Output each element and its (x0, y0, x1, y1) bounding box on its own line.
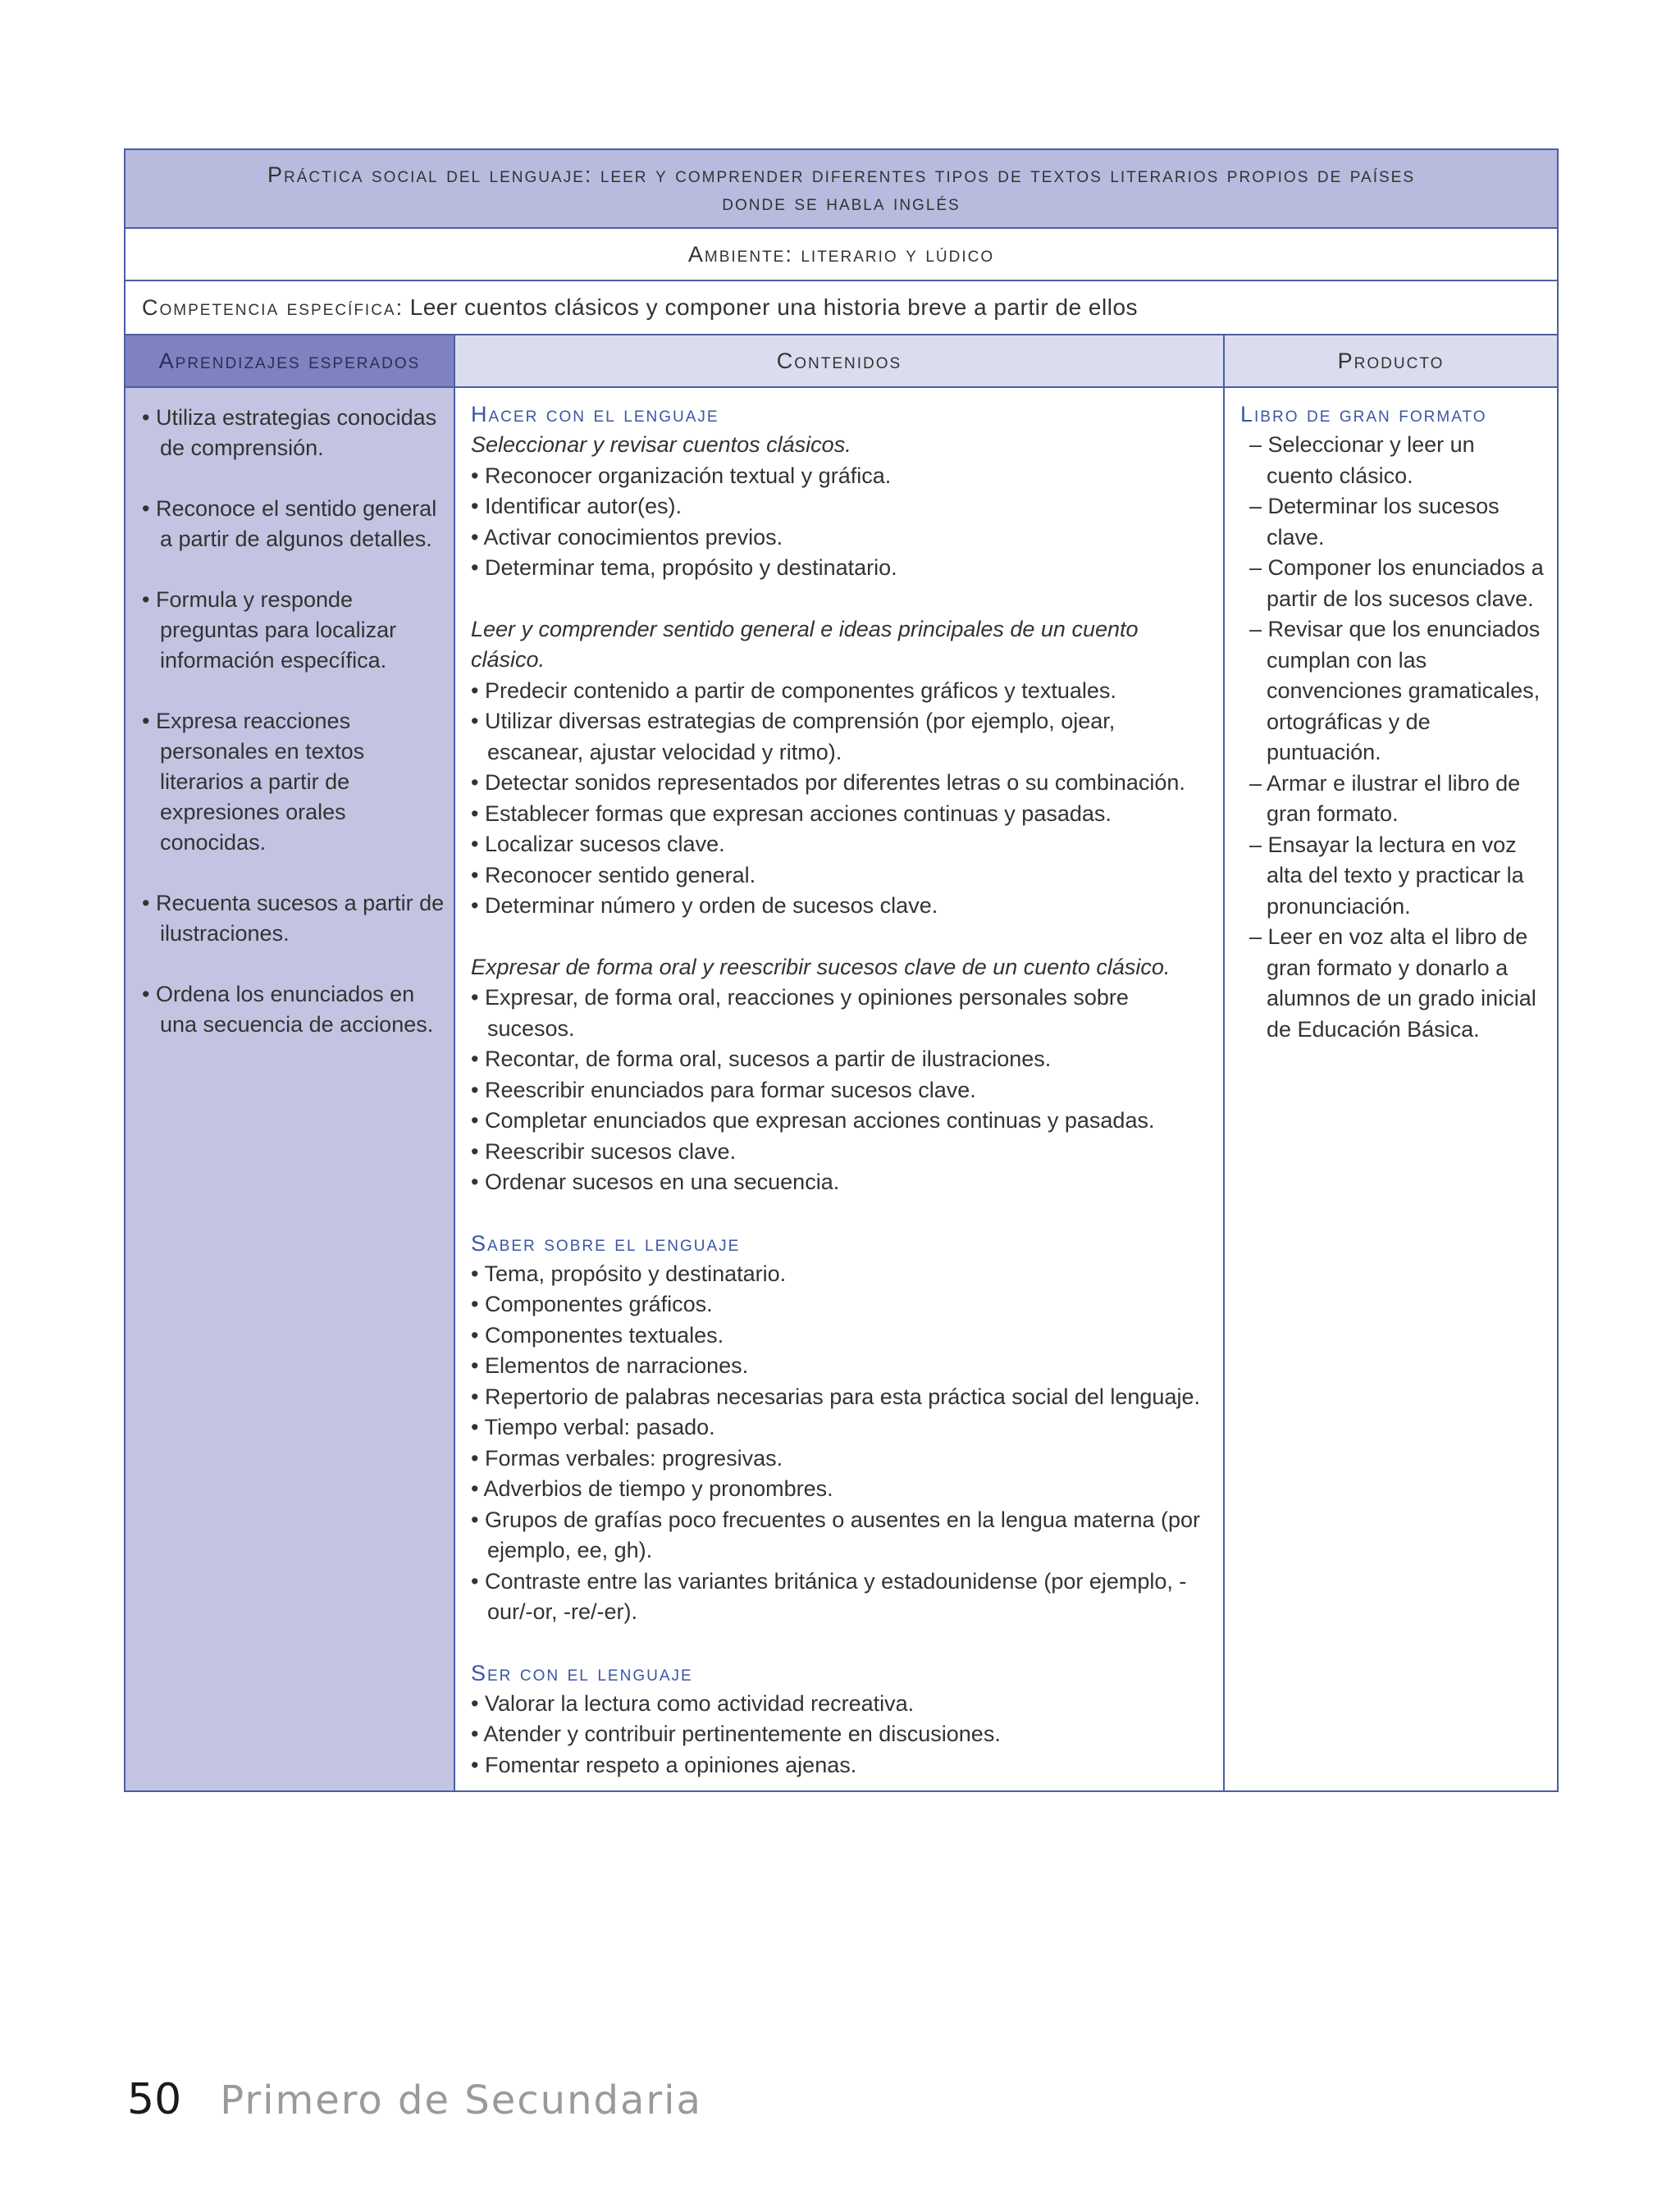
contenido-item: • Determinar tema, propósito y destinatario. (471, 555, 897, 580)
producto-list (1240, 430, 1545, 1045)
contenido-item: • Reconocer organización textual y gráfica. (471, 463, 892, 488)
competencia-row (125, 280, 1558, 335)
contenidos-cell (454, 387, 1224, 1791)
saber-title: Saber sobre el lenguaje (471, 1230, 741, 1256)
producto-item: – Leer en voz alta el libro de gran formato y donarlo a alumnos de un grado inicial de Educación Básica. (1249, 924, 1536, 1042)
contenido-item: • Recontar, de forma oral, sucesos a partir de ilustraciones. (471, 1047, 1052, 1071)
column-header-producto: Producto (1224, 335, 1558, 387)
saber-item: • Grupos de grafías poco frecuentes o ausentes en la lengua materna (por ejemplo, ee, gh). (471, 1507, 1200, 1562)
aprendizaje-item: • Utiliza estrategias conocidas de comprensión. (142, 405, 437, 460)
saber-item: • Elementos de narraciones. (471, 1353, 749, 1378)
contenido-item: • Utilizar diversas estrategias de comprensión (por ejemplo, ojear, escanear, ajustar velocidad y ritmo). (471, 709, 1116, 764)
contenido-item: • Detectar sonidos representados por diferentes letras o su combinación. (471, 770, 1185, 795)
aprendizaje-item: • Ordena los enunciados en una secuencia de acciones. (142, 982, 434, 1037)
hacer-groups (471, 430, 1212, 1198)
practica-line-2: donde se habla inglés (722, 190, 961, 215)
ambiente-text: Ambiente: literario y lúdico (687, 241, 995, 267)
ambiente-header (125, 228, 1558, 280)
contenido-item: • Ordenar sucesos en una secuencia. (471, 1170, 840, 1194)
aprendizaje-item: • Recuenta sucesos a partir de ilustraciones. (142, 891, 445, 946)
ser-item: • Valorar la lectura como actividad recreativa. (471, 1690, 915, 1716)
producto-item: – Determinar los sucesos clave. (1249, 494, 1500, 550)
saber-item: • Tema, propósito y destinatario. (471, 1261, 787, 1286)
practica-header (125, 149, 1558, 228)
page-label: Primero de Secundaria (220, 2077, 702, 2123)
competencia-value: Leer cuentos clásicos y componer una historia breve a partir de ellos (409, 294, 1139, 320)
ser-item: • Fomentar respeto a opiniones ajenas. (471, 1752, 857, 1777)
page-footer (127, 2075, 702, 2124)
column-header-aprendizajes: Aprendizajes esperados (125, 335, 454, 387)
producto-title: Libro de gran formato (1240, 402, 1487, 426)
aprendizaje-item: • Reconoce el sentido general a partir de algunos detalles. (142, 496, 437, 551)
aprendizajes-cell (125, 387, 454, 1791)
contenido-item: • Reescribir sucesos clave. (471, 1138, 737, 1164)
contenido-item: • Completar enunciados que expresan acciones continuas y pasadas. (471, 1108, 1155, 1133)
ser-item: • Atender y contribuir pertinentemente en discusiones. (471, 1722, 1001, 1746)
contenido-item: • Activar conocimientos previos. (471, 524, 783, 550)
saber-item: • Adverbios de tiempo y pronombres. (471, 1476, 833, 1501)
column-header-contenidos: Contenidos (454, 335, 1224, 387)
producto-item: – Ensayar la lectura en voz alta del texto y practicar la pronunciación. (1249, 832, 1524, 919)
contenido-item: • Reconocer sentido general. (471, 862, 756, 887)
ser-list (471, 1689, 1212, 1781)
aprendizajes-list (126, 388, 454, 1095)
saber-item: • Repertorio de palabras necesarias para esta práctica social del lenguaje. (471, 1384, 1200, 1409)
producto-item: – Componer los enunciados a partir de los sucesos clave. (1249, 555, 1544, 611)
saber-item: • Componentes textuales. (471, 1322, 724, 1348)
producto-item: – Seleccionar y leer un cuento clásico. (1249, 432, 1475, 488)
practica-line-1: Práctica social del lenguaje: leer y comprender diferentes tipos de textos literarios propios de países (267, 162, 1416, 187)
contenido-item: • Reescribir enunciados para formar sucesos clave. (471, 1077, 976, 1102)
page-number: 50 (127, 2075, 182, 2124)
hacer-group-intro: Expresar de forma oral y reescribir sucesos clave de un cuento clásico. (471, 954, 1171, 979)
saber-item: • Tiempo verbal: pasado. (471, 1415, 715, 1439)
hacer-group-intro: Leer y comprender sentido general e ideas principales de un cuento clásico. (471, 616, 1139, 672)
producto-item: – Armar e ilustrar el libro de gran formato. (1249, 770, 1521, 826)
contenido-item: • Localizar sucesos clave. (471, 832, 725, 856)
hacer-group-intro: Seleccionar y revisar cuentos clásicos. (471, 432, 851, 457)
contenido-item: • Establecer formas que expresan acciones continuas y pasadas. (471, 800, 1112, 826)
hacer-title: Hacer con el lenguaje (471, 402, 719, 426)
contenido-item: • Identificar autor(es). (471, 494, 682, 518)
saber-item: • Componentes gráficos. (471, 1292, 713, 1316)
program-table (124, 148, 1559, 1792)
ser-title: Ser con el lenguaje (471, 1660, 693, 1685)
aprendizaje-item: • Expresa reacciones personales en textos literarios a partir de expresiones orales conocidas. (142, 709, 365, 855)
producto-cell (1224, 387, 1558, 1791)
saber-item: • Contraste entre las variantes británica y estadounidense (por ejemplo, -our/-or, -re/-er). (471, 1568, 1187, 1624)
saber-list (471, 1259, 1212, 1628)
competencia-label: Competencia específica: (142, 295, 404, 320)
contenido-item: • Expresar, de forma oral, reacciones y opiniones personales sobre sucesos. (471, 985, 1129, 1041)
saber-item: • Formas verbales: progresivas. (471, 1445, 783, 1471)
producto-item: – Revisar que los enunciados cumplan con las convenciones gramaticales, ortográficas y de puntuación. (1249, 617, 1541, 764)
contenido-item: • Predecir contenido a partir de componentes gráficos y textuales. (471, 677, 1116, 703)
contenido-item: • Determinar número y orden de sucesos clave. (471, 893, 938, 918)
aprendizaje-item: • Formula y responde preguntas para localizar información específica. (142, 587, 397, 673)
